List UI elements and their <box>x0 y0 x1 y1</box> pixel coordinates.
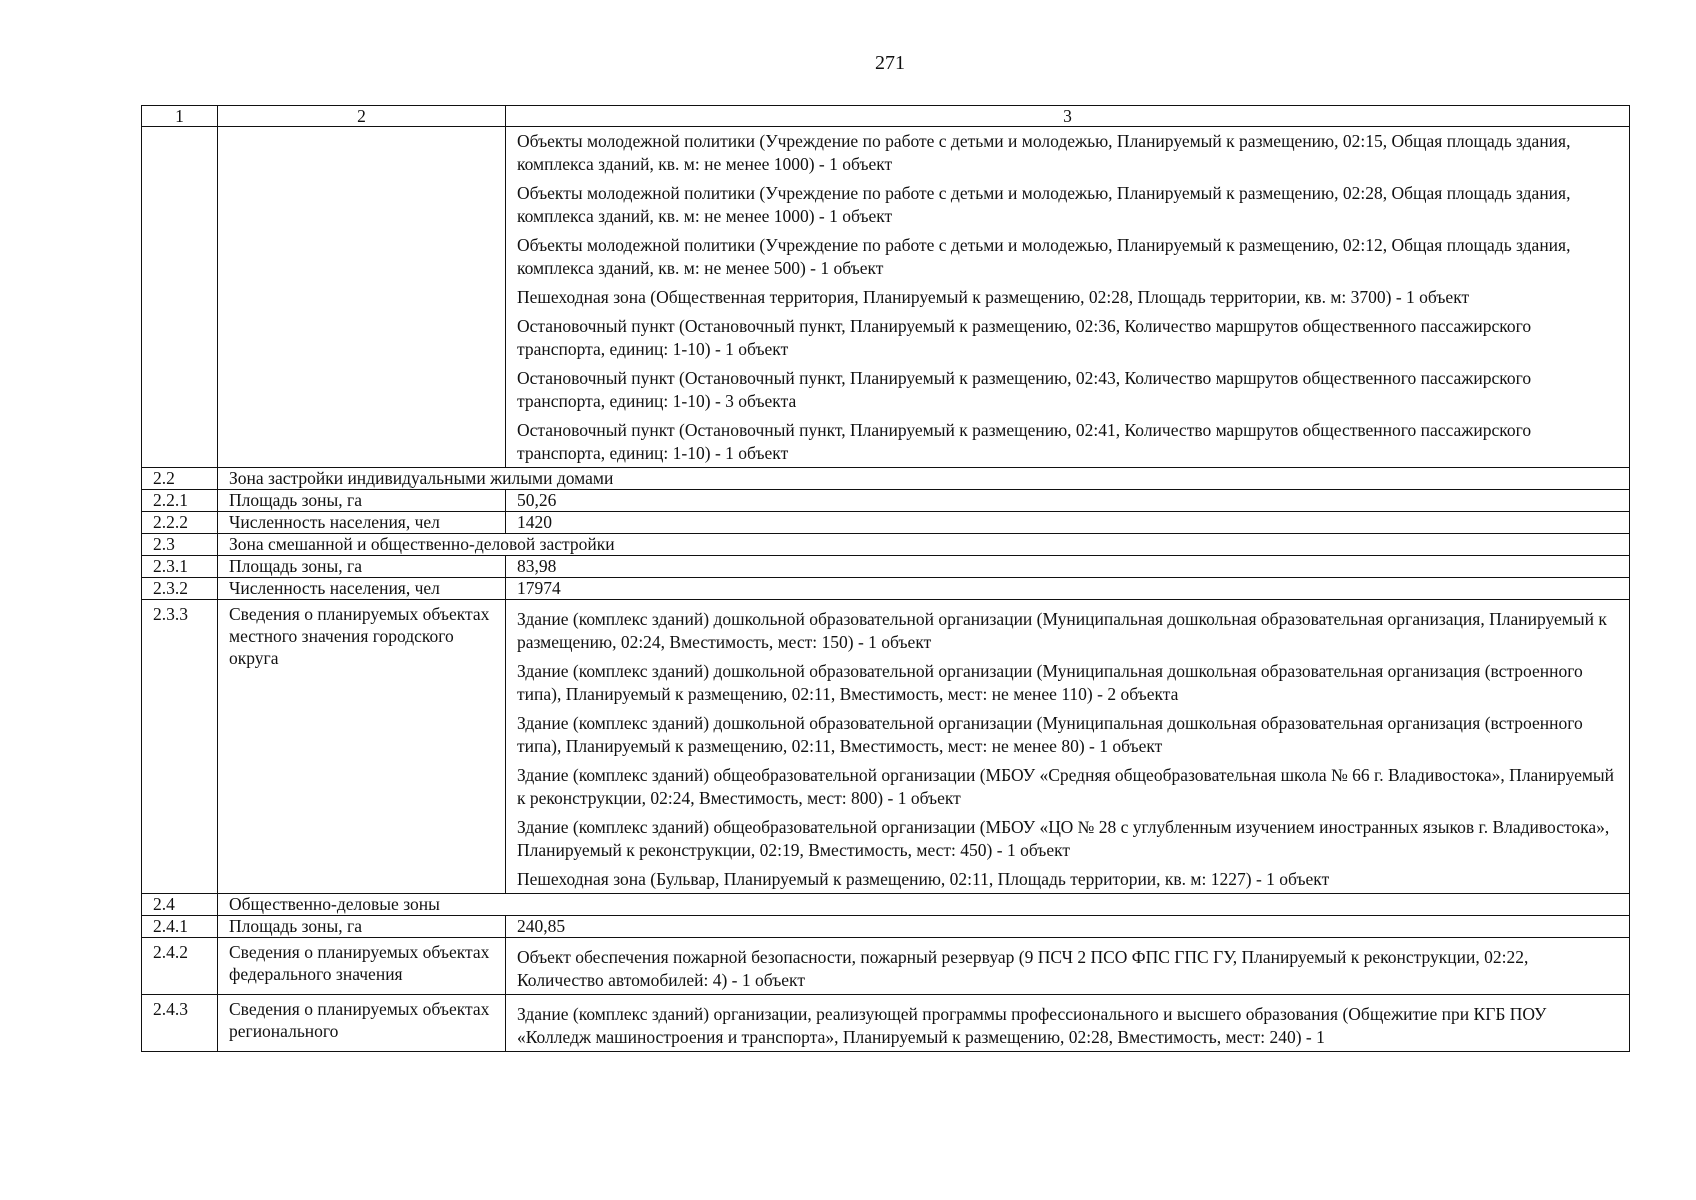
table-row-2-3-3 <box>142 600 1630 894</box>
row-value: 240,85 <box>506 916 1630 938</box>
object-entry: Объект обеспечения пожарной безопасности, пожарный резервуар (9 ПСЧ 2 ПСО ФПС ГПС ГУ, Планируемый к реконструкции, 02:22, Количество автомобилей: 4) - 1 объект <box>517 947 1529 990</box>
table-row-continued-objects <box>142 127 1630 468</box>
row-number: 2.2 <box>142 468 218 490</box>
row-number: 2.4.2 <box>142 938 218 995</box>
table-row-2-4-3 <box>142 995 1630 1052</box>
row-number: 2.3 <box>142 534 218 556</box>
section-title: Зона смешанной и общественно-деловой застройки <box>218 534 1630 556</box>
row-label: Площадь зоны, га <box>218 490 506 512</box>
row-label: Численность населения, чел <box>218 512 506 534</box>
table-row-2-3-1 <box>142 556 1630 578</box>
object-entry: Пешеходная зона (Бульвар, Планируемый к размещению, 02:11, Площадь территории, кв. м: 1227) - 1 объект <box>517 869 1330 889</box>
row-label: Площадь зоны, га <box>218 556 506 578</box>
row-number: 2.4.1 <box>142 916 218 938</box>
row-number: 2.4 <box>142 894 218 916</box>
object-entry: Пешеходная зона (Общественная территория, Планируемый к размещению, 02:28, Площадь территории, кв. м: 3700) - 1 объект <box>517 287 1470 307</box>
object-entry: Остановочный пункт (Остановочный пункт, Планируемый к размещению, 02:36, Количество маршрутов общественного пассажирского транспорта, единиц: 1-10) - 1 объект <box>517 316 1532 359</box>
object-entry: Остановочный пункт (Остановочный пункт, Планируемый к размещению, 02:41, Количество маршрутов общественного пассажирского транспорта, единиц: 1-10) - 1 объект <box>517 420 1532 463</box>
object-entry: Объекты молодежной политики (Учреждение по работе с детьми и молодежью, Планируемый к размещению, 02:28, Общая площадь здания, комплекса зданий, кв. м: не менее 1000) - 1 объект <box>517 183 1571 226</box>
objects-list-cell <box>506 938 1630 995</box>
column-header-1: 1 <box>142 106 218 127</box>
objects-list-cell <box>506 995 1630 1052</box>
object-entry: Здание (комплекс зданий) общеобразовательной организации (МБОУ «Средняя общеобразовательная школа № 66 г. Владивостока», Планируемый к реконструкции, 02:24, Вместимость, мест: 800) - 1 объект <box>517 765 1615 808</box>
row-label: Сведения о планируемых объектах федерального значения <box>218 938 506 995</box>
table-row-2-4-2 <box>142 938 1630 995</box>
object-entry: Объекты молодежной политики (Учреждение по работе с детьми и молодежью, Планируемый к размещению, 02:15, Общая площадь здания, комплекса зданий, кв. м: не менее 1000) - 1 объект <box>517 131 1571 174</box>
object-entry: Объекты молодежной политики (Учреждение по работе с детьми и молодежью, Планируемый к размещению, 02:12, Общая площадь здания, комплекса зданий, кв. м: не менее 500) - 1 объект <box>517 235 1571 278</box>
table-row-2-4-1 <box>142 916 1630 938</box>
row-value: 83,98 <box>506 556 1630 578</box>
row-number: 2.4.3 <box>142 995 218 1052</box>
table-row-2-3 <box>142 534 1630 556</box>
column-header-3: 3 <box>506 106 1630 127</box>
object-entry: Здание (комплекс зданий) общеобразовательной организации (МБОУ «ЦО № 28 с углубленным изучением иностранных языков г. Владивостока», Планируемый к реконструкции, 02:19, Вместимость, мест: 450) - 1 объект <box>517 817 1610 860</box>
object-entry: Здание (комплекс зданий) дошкольной образовательной организации (Муниципальная дошкольная образовательная организация (встроенного типа), Планируемый к размещению, 02:11, Вместимость, мест: не менее 80) - 1 объект <box>517 713 1583 756</box>
table-row-2-2 <box>142 468 1630 490</box>
table-row-2-4 <box>142 894 1630 916</box>
row-value: 17974 <box>506 578 1630 600</box>
table-row-2-3-2 <box>142 578 1630 600</box>
page-number: 271 <box>875 52 905 74</box>
column-header-2: 2 <box>218 106 506 127</box>
row-label: Сведения о планируемых объектах регионального <box>218 995 506 1052</box>
section-title: Зона застройки индивидуальными жилыми домами <box>218 468 1630 490</box>
object-entry: Здание (комплекс зданий) дошкольной образовательной организации (Муниципальная дошкольная образовательная организация (встроенного типа), Планируемый к размещению, 02:11, Вместимость, мест: не менее 110) - 2 объекта <box>517 661 1583 704</box>
table-row-2-2-1 <box>142 490 1630 512</box>
row-value: 1420 <box>506 512 1630 534</box>
row-value: 50,26 <box>506 490 1630 512</box>
section-title: Общественно-деловые зоны <box>218 894 1630 916</box>
table-row-2-2-2 <box>142 512 1630 534</box>
row-number: 2.3.1 <box>142 556 218 578</box>
row-number-cell <box>142 127 218 468</box>
object-entry: Здание (комплекс зданий) организации, реализующей программы профессионального и высшего образования (Общежитие при КГБ ПОУ «Колледж машиностроения и транспорта», Планируемый к размещению, 02:28, Вместимость, мест: 240) - 1 <box>517 1004 1547 1047</box>
object-entry: Здание (комплекс зданий) дошкольной образовательной организации (Муниципальная дошкольная образовательная организация, Планируемый к размещению, 02:24, Вместимость, мест: 150) - 1 объект <box>517 609 1607 652</box>
row-label: Площадь зоны, га <box>218 916 506 938</box>
object-entry: Остановочный пункт (Остановочный пункт, Планируемый к размещению, 02:43, Количество маршрутов общественного пассажирского транспорта, единиц: 1-10) - 3 объекта <box>517 368 1532 411</box>
row-number: 2.2.2 <box>142 512 218 534</box>
objects-list-cell <box>506 600 1630 894</box>
row-number: 2.2.1 <box>142 490 218 512</box>
row-number: 2.3.3 <box>142 600 218 894</box>
planning-table <box>141 105 1630 1052</box>
row-number: 2.3.2 <box>142 578 218 600</box>
row-label: Сведения о планируемых объектах местного значения городского округа <box>218 600 506 894</box>
row-label-cell <box>218 127 506 468</box>
table-header-row <box>142 106 1630 127</box>
objects-list-cell <box>506 127 1630 468</box>
row-label: Численность населения, чел <box>218 578 506 600</box>
